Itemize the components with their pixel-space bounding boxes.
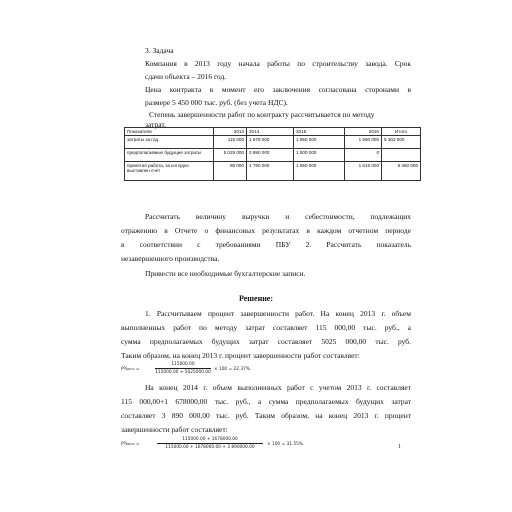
paragraph-line: сумма предполагаемых будущих затрат составляет 5025 000,00 тыс. руб. <box>121 337 411 346</box>
table-cell: затраты за год <box>125 136 214 149</box>
formula-result: × 100 = 31.55%. <box>267 442 305 447</box>
table-header-cell: 2013 <box>214 128 247 136</box>
table-cell: 1 950 000 <box>294 136 345 149</box>
table-header-cell: 2015 <box>294 128 345 136</box>
table-row <box>125 149 421 162</box>
paragraph-line: Рассчитать величину выручки и себестоимости, подлежащих <box>145 212 411 221</box>
paragraph-line: незавершенного производства. <box>121 254 220 263</box>
formula-denominator: 115000.00 + 5025000.00 <box>155 370 211 375</box>
paragraph-line: Привести все необходимые бухгалтерские записи. <box>145 269 306 278</box>
table-cell: 1 950 000 <box>294 162 345 181</box>
table-cell: 5 450 000 <box>382 162 421 181</box>
table-cell: 1 560 000 <box>345 136 382 149</box>
paragraph-line: завершенности работ составляет: <box>121 425 228 434</box>
paragraph-line: в соответствии с требованиями ПБУ 2. Рассчитать показатель <box>121 240 411 249</box>
table-cell <box>382 149 421 162</box>
fraction-bar <box>157 443 263 444</box>
paragraph-line: затрат. <box>145 120 166 129</box>
paragraph-line: 1. Рассчитываем процент завершенности работ. На конец 2013 г. объем <box>145 309 411 318</box>
paragraph-line: Таким образом, на конец 2013 г. процент завершенности работ составляет: <box>121 351 360 360</box>
table-cell: 0 <box>345 149 382 162</box>
table-row <box>125 162 421 181</box>
paragraph-line: выполненных работ по методу затрат составляет 115 000,00 тыс. руб., а <box>121 323 411 332</box>
formula-2013 <box>121 362 301 378</box>
table-row <box>125 136 421 149</box>
formula-numerator: 115000.00 + 1678000.00 <box>182 437 238 442</box>
paragraph-line: На конец 2014 г. объем выполненных работ с учетом 2013 г. составляет <box>145 383 411 392</box>
formula-lhs: P%₂₀₁₃ = <box>121 367 140 372</box>
formula-2014 <box>121 437 351 453</box>
paragraph-line: Цена контракта в момент его заключения согласована сторонами в <box>145 85 411 94</box>
paragraph-line: 115 000,00+1 678000,00 тыс. руб., а сумма предполагаемых будущих затрат <box>121 397 411 406</box>
paragraph-line: Степень завершенности работ по контракту рассчитывается по методу <box>149 110 375 119</box>
paragraph-line: составляет 3 890 000,00 тыс. руб. Таким образом, на конец 2013 г. процент <box>121 411 411 420</box>
table-cell: 1 500 000 <box>294 149 345 162</box>
data-table <box>124 127 421 181</box>
task-title: 3. Задача <box>145 46 174 55</box>
fraction-bar <box>155 368 211 369</box>
table-header-cell: 2014 <box>247 128 294 136</box>
table-header-cell: 2016 <box>345 128 382 136</box>
table-cell: 1 615 000 <box>345 162 382 181</box>
formula-result: × 100 = 22.37%. <box>214 367 252 372</box>
table-cell: принятая работа, за которую выставлен счет <box>125 162 214 181</box>
table-cell: 1 790 000 <box>247 162 294 181</box>
paragraph-line: отражению в Отчете о финансовых результатах в каждом отчетном периоде <box>121 226 411 235</box>
table-cell: 95 000 <box>214 162 247 181</box>
paragraph-line: Компания в 2013 году начала работы по строительству завода. Срок <box>145 59 411 68</box>
table-cell: 115 000 <box>214 136 247 149</box>
formula-denominator: 115000.00 + 1678000.00 + 3 890000.00 <box>165 445 255 450</box>
formula-numerator: 115000.00 <box>171 362 195 367</box>
table-cell: предполагаемые будущие затраты <box>125 149 214 162</box>
table-cell: 5 303 000 <box>382 136 421 149</box>
solution-heading: Решение: <box>238 294 274 303</box>
table-header-cell: Итого <box>382 128 421 136</box>
table-cell: 3 890 000 <box>247 149 294 162</box>
table-cell: 5 025 000 <box>214 149 247 162</box>
table-cell: 1 678 000 <box>247 136 294 149</box>
paragraph-line: сдачи объекта – 2016 год. <box>145 72 227 81</box>
formula-lhs: P%₂₀₁₄ = <box>121 442 140 447</box>
page-number: 1 <box>398 444 401 450</box>
table-header-row <box>125 128 421 136</box>
table-header-cell: Показатели <box>125 128 214 136</box>
paragraph-line: размере 5 450 000 тыс. руб. (без учета НДС). <box>145 98 288 107</box>
